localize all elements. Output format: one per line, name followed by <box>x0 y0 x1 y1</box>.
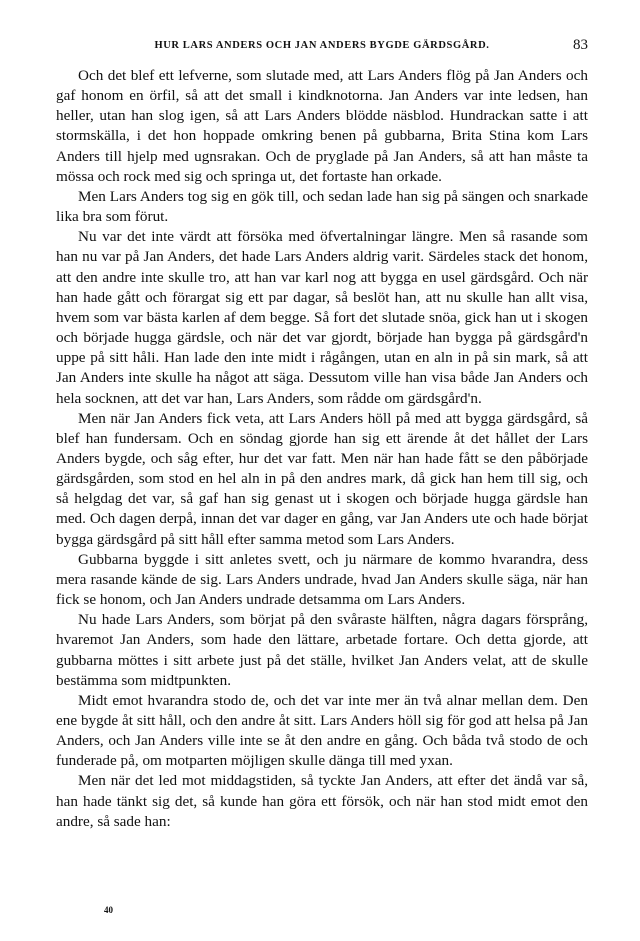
body-text <box>56 66 588 832</box>
running-title: HUR LARS ANDERS OCH JAN ANDERS BYGDE GÄRDSGÅRD. <box>154 40 490 51</box>
paragraph: Midt emot hvarandra stodo de, och det var inte mer än två alnar mellan dem. Den ene bygde åt sitt håll, och den andre åt sitt. Lars Anders höll sig för god att helsa på Jan Anders, och Jan Anders ville inte se åt den andre en gång. Och båda två stodo de och funderade på, om motparten möjligen skulle dänga till med yxan. <box>56 691 588 770</box>
signature-mark: 40 <box>104 905 113 915</box>
paragraph: Gubbarna byggde i sitt anletes svett, och ju närmare de kommo hvarandra, dess mera rasande kände de sig. Lars Anders undrade, hvad Jan Anders skulle säga, när han fick se honom, och Jan Anders undrade detsamma om Lars Anders. <box>56 550 588 609</box>
paragraph: Nu var det inte värdt att försöka med öfvertalningar längre. Men så rasande som han nu var på Jan Anders, det hade Lars Anders aldrig varit. Särdeles stack det honom, att den andre inte skulle tro, att han var karl nog att bygga en usel gärdsgård. Och när han hade gått och förargat sig ett par dagar, så beslöt han, att nu skulle han allt visa, hvem som var bästa karlen af dem begge. Så fort det slutade snöa, gick han ut i skogen och började hugga gärdsle, och när det var gjordt, började han bygga på gärdsgård'n uppe på sitt håli. Han lade den inte midt i rågången, utan en aln in på sin mark, så att Jan Anders inte skulle ha något att säga. Dessutom ville han visa både Jan Anders och hela socknen, att det var han, Lars Anders, som rådde om gärdsgård'n. <box>56 228 588 407</box>
paragraph: Nu hade Lars Anders, som börjat på den svåraste hälften, några dagars försprång, hvaremot Jan Anders, som hade den lättare, arbetade fortare. Och detta gjorde, att gubbarna möttes i sitt arbete just på det ställe, hvilket Jan Anders velat, att de skulle bestämma som midtpunkten. <box>56 611 588 689</box>
page-header <box>56 38 588 58</box>
paragraph: Och det blef ett lefverne, som slutade med, att Lars Anders flög på Jan Anders och gaf honom en örfil, så att det small i kindknotorna. Jan Anders var inte ledsen, han heller, utan han slog igen, så att Lars Anders blödde näsblod. Hundrackan satte i att stormskälla, i det hon hoppade omkring benen på gubbarna, Brita Stina kom Lars Anders till hjelp med ugnsrakan. Och de pryglade på Jan Anders, så att han måste ta mössa och rock med sig och springa ut, det fortaste han orkade. <box>56 67 588 185</box>
paragraph: Men när Jan Anders fick veta, att Lars Anders höll på med att bygga gärdsgård, så blef han fundersam. Och en söndag gjorde han sig ett ärende åt det hållet der Lars Anders bygde, och såg efter, hur det var fatt. Men när han hade fått se den påbörjade gärdsgården, som stod en hel aln in på den andres mark, då gick han hem till sig, och så helgdag det var, så gaf han sig genast ut i skogen och började hugga gärdsle han med. Och dagen derpå, innan det var dager en gång, var Jan Anders ute och hade börjat bygga gärdsgård på sitt håll efter samma metod som Lars Anders. <box>56 409 588 548</box>
paragraph: Men när det led mot middagstiden, så tyckte Jan Anders, att efter det ändå var så, han hade tänkt sig det, så kunde han göra ett försök, och när han stod midt emot den andre, så sade han: <box>56 772 588 830</box>
paragraph: Men Lars Anders tog sig en gök till, och sedan lade han sig på sängen och snarkade lika bra som förut. <box>56 187 588 226</box>
page-number: 83 <box>573 37 588 53</box>
